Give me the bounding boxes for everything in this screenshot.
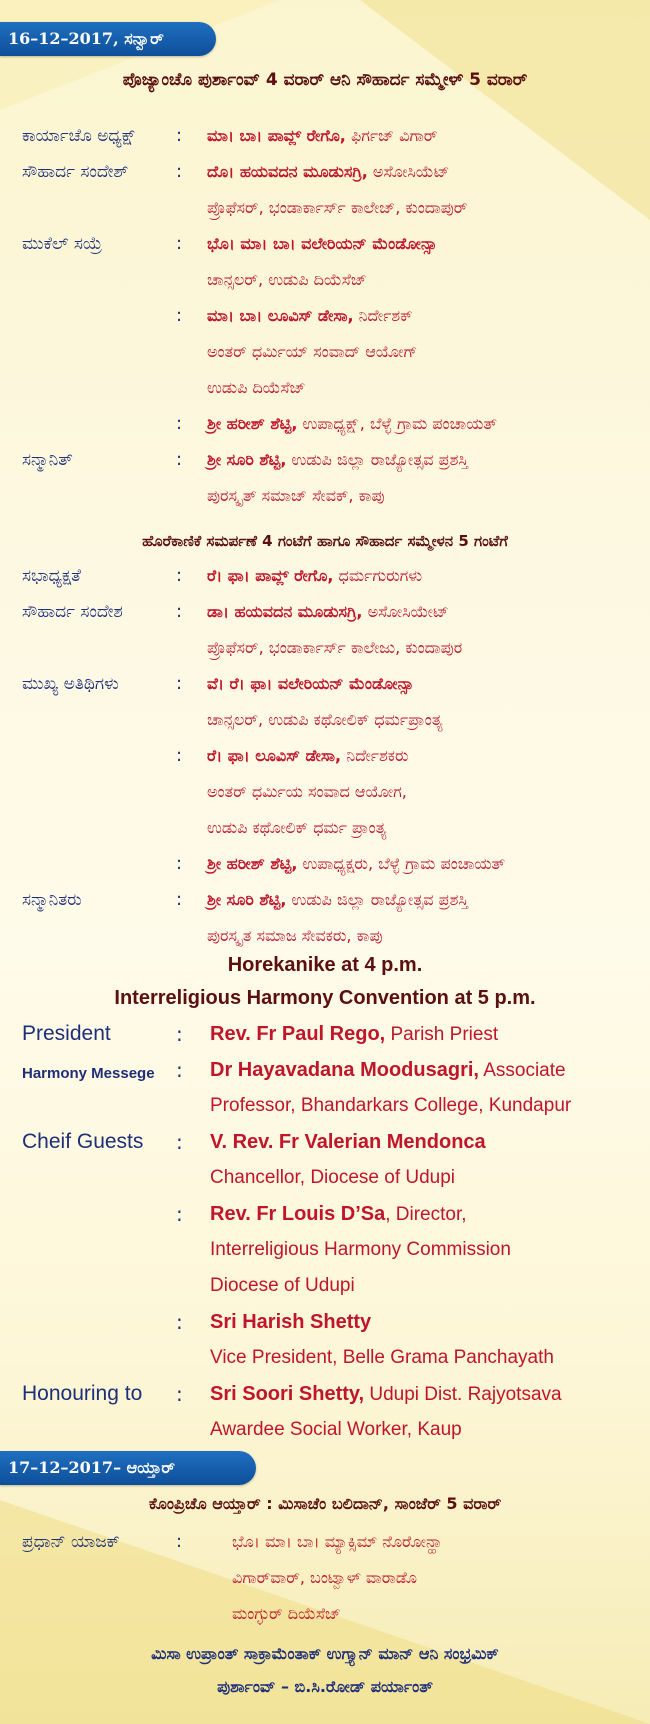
kannada-title: ಹೊರೆಕಾಣಿಕೆ ಸಮರ್ಪಣೆ 4 ಗಂಟೆಗೆ ಹಾಗೂ ಸೌಹಾರ್ದ ಸಮ್ಮೇಳನ 5 ಗಂಟೆಗೆ xyxy=(142,532,508,550)
row-name: ಮಾ। ಬಾ। ಲೂವಿಸ್ ಡೇಸಾ, xyxy=(207,306,354,325)
row-label: Honouring to xyxy=(22,1382,143,1405)
row-colon: : xyxy=(176,1022,183,1046)
row-value xyxy=(207,118,437,154)
row-colon: : xyxy=(176,305,183,326)
row-colon: : xyxy=(176,1202,183,1226)
row-detail: ನಿರ್ದೇಶಕರು xyxy=(341,746,409,765)
row-detail: ವಿಗಾರ್‌ವಾರ್, ಬಂಟ್ವಾಳ್ ವಾರಾಡೊ xyxy=(232,1568,417,1587)
footer-line-1: ಮಿಸಾ ಉಪ್ರಾಂತ್ ಸಾಕ್ರಾಮೆಂತಾಕ್ ಉಗ್ತ್ಯಾನ್ ಮಾನ್ ಆನಿ ಸಂಭ್ರಮಿಕ್ xyxy=(151,1644,499,1663)
row-value xyxy=(207,370,306,406)
program-row xyxy=(0,1196,650,1232)
program-row xyxy=(0,118,650,154)
row-value xyxy=(210,1376,562,1413)
row-detail: ಅಸೋಸಿಯೇಟ್ xyxy=(362,602,449,621)
row-value xyxy=(207,774,407,810)
row-detail: ಉಪಾಧ್ಯಕ್ಷ್, ಬೆಳ್ಳೆ ಗ್ರಾಮ ಪಂಚಾಯತ್ xyxy=(297,414,497,433)
program-row xyxy=(0,1160,650,1196)
row-label: President xyxy=(22,1022,111,1045)
row-detail: ಅಂತರ್ ಧರ್ಮಿಯ ಸಂವಾದ ಆಯೋಗ, xyxy=(207,782,407,801)
program-row xyxy=(0,558,650,594)
row-name: ರೆ। ಫಾ। ಪಾವ್ಲ್ ರೇಗೊ, xyxy=(207,566,334,585)
row-value xyxy=(207,666,414,702)
english-title-2: Interreligious Harmony Convention at 5 p.m. xyxy=(114,987,536,1009)
row-detail: Parish Priest xyxy=(385,1024,499,1045)
program-row xyxy=(0,882,650,918)
program-row xyxy=(0,1016,650,1052)
row-value xyxy=(232,1596,341,1632)
row-value xyxy=(210,1052,566,1089)
row-name: ವೆ। ರೆ। ಫಾ। ವಲೇರಿಯನ್ ಮೆಂಡೋನ್ಸಾ xyxy=(207,674,414,693)
row-detail: ನಿರ್ದೇಶಕ್ xyxy=(353,306,413,325)
row-colon: : xyxy=(176,1382,183,1406)
row-detail: ಮಂಗ್ಳುರ್ ದಿಯೆಸೆಜ್ xyxy=(232,1604,341,1623)
row-name: Sri Soori Shetty, xyxy=(210,1383,365,1405)
program-row xyxy=(0,406,650,442)
program-row xyxy=(0,1268,650,1304)
row-detail: ಉಡುಪಿ ಜಿಲ್ಲಾ ರಾಜ್ಯೋತ್ಸವ ಪ್ರಶಸ್ತಿ xyxy=(286,450,469,469)
program-row xyxy=(0,190,650,226)
program-row xyxy=(0,846,650,882)
row-label: ಮುಕೆಲ್ ಸಯ್ರೆ xyxy=(22,234,103,254)
program-row xyxy=(0,1052,650,1088)
row-detail: Professor, Bhandarkars College, Kundapur xyxy=(210,1095,572,1116)
program-row xyxy=(0,262,650,298)
program-row xyxy=(0,1232,650,1268)
row-detail: ಉಡುಪಿ ಜಿಲ್ಲಾ ರಾಜ್ಯೋತ್ಸವ ಪ್ರಶಸ್ತಿ xyxy=(286,890,469,909)
row-detail: ಉಪಾಧ್ಯಕ್ಷರು, ಬೆಳ್ಳೆ ಗ್ರಾಮ ಪಂಚಾಯತ್ xyxy=(297,854,506,873)
row-colon: : xyxy=(176,449,183,470)
row-value xyxy=(207,262,367,298)
program-row xyxy=(0,1124,650,1160)
row-colon: : xyxy=(176,889,183,910)
row-name: ಶ್ರೀ ಹರೀಶ್ ಶೆಟ್ಟಿ, xyxy=(207,414,298,433)
row-value xyxy=(232,1524,443,1560)
row-detail: Associate xyxy=(478,1060,566,1081)
program-row xyxy=(0,1596,650,1632)
program-row xyxy=(0,1412,650,1448)
row-detail: ಪುರಸ್ಕೃತ ಸಮಾಜ ಸೇವಕರು, ಕಾಪು xyxy=(207,926,383,945)
row-value xyxy=(210,1304,371,1341)
row-value xyxy=(207,190,467,226)
footer-line-2: ಪುರ್ಶಾಂವ್ – ಬಿ.ಸಿ.ರೋಡ್ ಪರ್ಯಾಂತ್ xyxy=(217,1677,433,1696)
row-value xyxy=(207,846,505,882)
row-name: ಶ್ರೀ ಸೂರಿ ಶೆಟ್ಟಿ, xyxy=(207,890,287,909)
program-row xyxy=(0,370,650,406)
row-value xyxy=(207,558,422,594)
row-colon: : xyxy=(176,413,183,434)
row-colon: : xyxy=(176,233,183,254)
program-row xyxy=(0,702,650,738)
row-detail: Udupi Dist. Rajyotsava xyxy=(364,1384,562,1405)
row-name: ಶ್ರೀ ಸೂರಿ ಶೆಟ್ಟಿ, xyxy=(207,450,287,469)
row-value xyxy=(207,298,413,334)
row-detail: Diocese of Udupi xyxy=(210,1275,355,1296)
program-row xyxy=(0,918,650,954)
row-detail: , Director, xyxy=(385,1204,467,1225)
program-row xyxy=(0,774,650,810)
row-label: ಮುಖ್ಯ ಅತಿಥಿಗಳು xyxy=(22,674,119,694)
row-colon: : xyxy=(176,745,183,766)
program-row xyxy=(0,226,650,262)
program-row xyxy=(0,666,650,702)
row-label: ಸೌಹಾರ್ದ ಸಂದೇಶ್ xyxy=(22,162,129,182)
row-colon: : xyxy=(176,1310,183,1334)
row-detail: ಧರ್ಮಗುರುಗಳು xyxy=(333,566,423,585)
row-label: ಸೌಹಾರ್ದ ಸಂದೇಶ xyxy=(22,602,123,622)
row-name: Rev. Fr Paul Rego, xyxy=(210,1023,386,1045)
row-name: ಡಾ। ಹಯವದನ ಮೂಡುಸಗ್ರಿ, xyxy=(207,602,363,621)
date-badge-day1: 16–12–2017, ಸನ್ವಾರ್ xyxy=(0,22,216,56)
program-row xyxy=(0,1524,650,1560)
row-name: Dr Hayavadana Moodusagri, xyxy=(210,1059,479,1081)
row-value xyxy=(207,882,468,918)
row-value xyxy=(207,478,384,514)
day2-title: ಕೊಂಪ್ರಿಚೊ ಆಯ್ತಾರ್ : ಮಿಸಾಚೆಂ ಬಲಿದಾನ್, ಸಾಂಜೆರ್ 5 ವರಾರ್ xyxy=(148,1494,502,1513)
program-row xyxy=(0,594,650,630)
program-row xyxy=(0,810,650,846)
row-label: ಸಭಾಧ್ಯಕ್ಷತೆ xyxy=(22,566,81,586)
row-name: ಭೊ। ಮಾ। ಬಾ। ವಲೇರಿಯನ್ ಮೆಂಡೋನ್ಸಾ xyxy=(207,234,437,253)
row-colon: : xyxy=(176,673,183,694)
row-colon: : xyxy=(176,1058,183,1082)
row-detail: ಚಾನ್ಸಲರ್, ಉಡುಪಿ ಕಥೋಲಿಕ್ ಧರ್ಮಪ್ರಾಂತ್ಯ xyxy=(207,710,443,729)
row-value xyxy=(210,1268,355,1304)
program-row xyxy=(0,478,650,514)
row-value xyxy=(210,1088,571,1124)
row-value xyxy=(207,226,437,262)
program-row xyxy=(0,334,650,370)
row-label: Harmony Messege xyxy=(22,1065,155,1082)
row-detail: ಫಿರ್ಗಜ್ ವಿಗಾರ್ xyxy=(345,126,438,145)
row-label: ಸನ್ಮಾನಿತ್ xyxy=(22,450,73,470)
row-value xyxy=(207,810,386,846)
row-value xyxy=(207,702,443,738)
row-value xyxy=(207,154,449,190)
row-detail: Chancellor, Diocese of Udupi xyxy=(210,1167,456,1188)
row-value xyxy=(207,738,409,774)
row-value xyxy=(207,918,382,954)
row-detail: Vice President, Belle Grama Panchayath xyxy=(210,1347,554,1368)
row-value xyxy=(210,1412,462,1448)
program-row xyxy=(0,1088,650,1124)
day1-title: ಪೊಜ್ಯಾಂಚೊ ಪುರ್ಶಾಂವ್ 4 ವರಾರ್ ಆನಿ ಸೌಹಾರ್ದ ಸಮ್ಮೇಳ್ 5 ವರಾರ್ xyxy=(122,70,528,90)
row-detail: ಉಡುಪಿ ದಿಯೆಸೆಜ್ xyxy=(207,378,306,397)
row-value xyxy=(207,406,497,442)
program-row xyxy=(0,1560,650,1596)
english-title-1: Horekanike at 4 p.m. xyxy=(227,954,423,976)
row-colon: : xyxy=(176,565,183,586)
row-value xyxy=(210,1160,455,1196)
program-row xyxy=(0,298,650,334)
program-row xyxy=(0,738,650,774)
row-colon: : xyxy=(176,1531,183,1552)
program-row xyxy=(0,1340,650,1376)
row-detail: ಉಡುಪಿ ಕಥೋಲಿಕ್ ಧರ್ಮ ಪ್ರಾಂತ್ಯ xyxy=(207,818,387,837)
row-colon: : xyxy=(176,601,183,622)
row-value xyxy=(207,334,417,370)
row-colon: : xyxy=(176,125,183,146)
row-colon: : xyxy=(176,1130,183,1154)
row-value xyxy=(210,1124,486,1161)
row-value xyxy=(210,1232,511,1268)
program-row xyxy=(0,1304,650,1340)
row-colon: : xyxy=(176,853,183,874)
row-name: ಶ್ರೀ ಹರೀಶ್ ಶೆಟ್ಟಿ, xyxy=(207,854,298,873)
row-detail: ಅಂತರ್ ಧರ್ಮಿಯ್ ಸಂವಾದ್ ಆಯೋಗ್ xyxy=(207,342,418,361)
program-row xyxy=(0,442,650,478)
date-badge-day2: 17–12–2017– ಆಯ್ತಾರ್ xyxy=(0,1451,256,1485)
row-value xyxy=(207,442,468,478)
row-name: V. Rev. Fr Valerian Mendonca xyxy=(210,1131,486,1153)
row-value xyxy=(207,630,462,666)
row-value xyxy=(210,1016,498,1053)
row-name: Sri Harish Shetty xyxy=(210,1311,372,1333)
row-detail: ಅಸೋಸಿಯೆಟ್ xyxy=(367,162,450,181)
row-value xyxy=(207,594,449,630)
program-row xyxy=(0,154,650,190)
row-name: Rev. Fr Louis D’Sa xyxy=(210,1203,386,1225)
row-value xyxy=(210,1196,467,1233)
row-label: ಪ್ರಧಾನ್ ಯಾಜಕ್ xyxy=(22,1532,120,1552)
row-detail: Interreligious Harmony Commission xyxy=(210,1239,511,1260)
program-row xyxy=(0,630,650,666)
row-colon: : xyxy=(176,161,183,182)
program-row xyxy=(0,1376,650,1412)
row-detail: ಚಾನ್ಸಲರ್, ಉಡುಪಿ ದಿಯೆಸೆಜ್ xyxy=(207,270,367,289)
row-detail: ಪ್ರೊಫೆಸರ್, ಭಂಡಾರ್ಕಾರ್ಸ್ ಕಾಲೇಜ್, ಕುಂದಾಪುರ್ xyxy=(207,198,468,217)
row-name: ರೆ। ಫಾ। ಲೂವಿಸ್ ಡೇಸಾ, xyxy=(207,746,342,765)
row-name: ದೊ। ಹಯವದನ ಮೂಡುಸಗ್ರಿ, xyxy=(207,162,368,181)
row-value xyxy=(232,1560,417,1596)
row-label: ಕಾರ್ಯಾಚೊ ಅಧ್ಯಕ್ಷ್ xyxy=(22,126,137,146)
row-label: ಸನ್ಮಾನಿತರು xyxy=(22,890,82,910)
row-detail: ಭೊ। ಮಾ। ಬಾ। ಮ್ಯಾಕ್ಸಿಮ್ ನೊರೋನ್ಹಾ xyxy=(232,1532,443,1551)
row-detail: Awardee Social Worker, Kaup xyxy=(210,1419,462,1440)
row-value xyxy=(210,1340,554,1376)
row-label: Cheif Guests xyxy=(22,1130,144,1153)
row-detail: ಪುರಸ್ಕೃತ್ ಸಮಾಜ್ ಸೇವಕ್, ಕಾಪು xyxy=(207,486,385,505)
row-name: ಮಾ। ಬಾ। ಪಾವ್ಲ್ ರೇಗೊ, xyxy=(207,126,346,145)
row-detail: ಪ್ರೊಫೆಸರ್, ಭಂಡಾರ್ಕಾರ್ಸ್ ಕಾಲೇಜು, ಕುಂದಾಪುರ xyxy=(207,638,463,657)
